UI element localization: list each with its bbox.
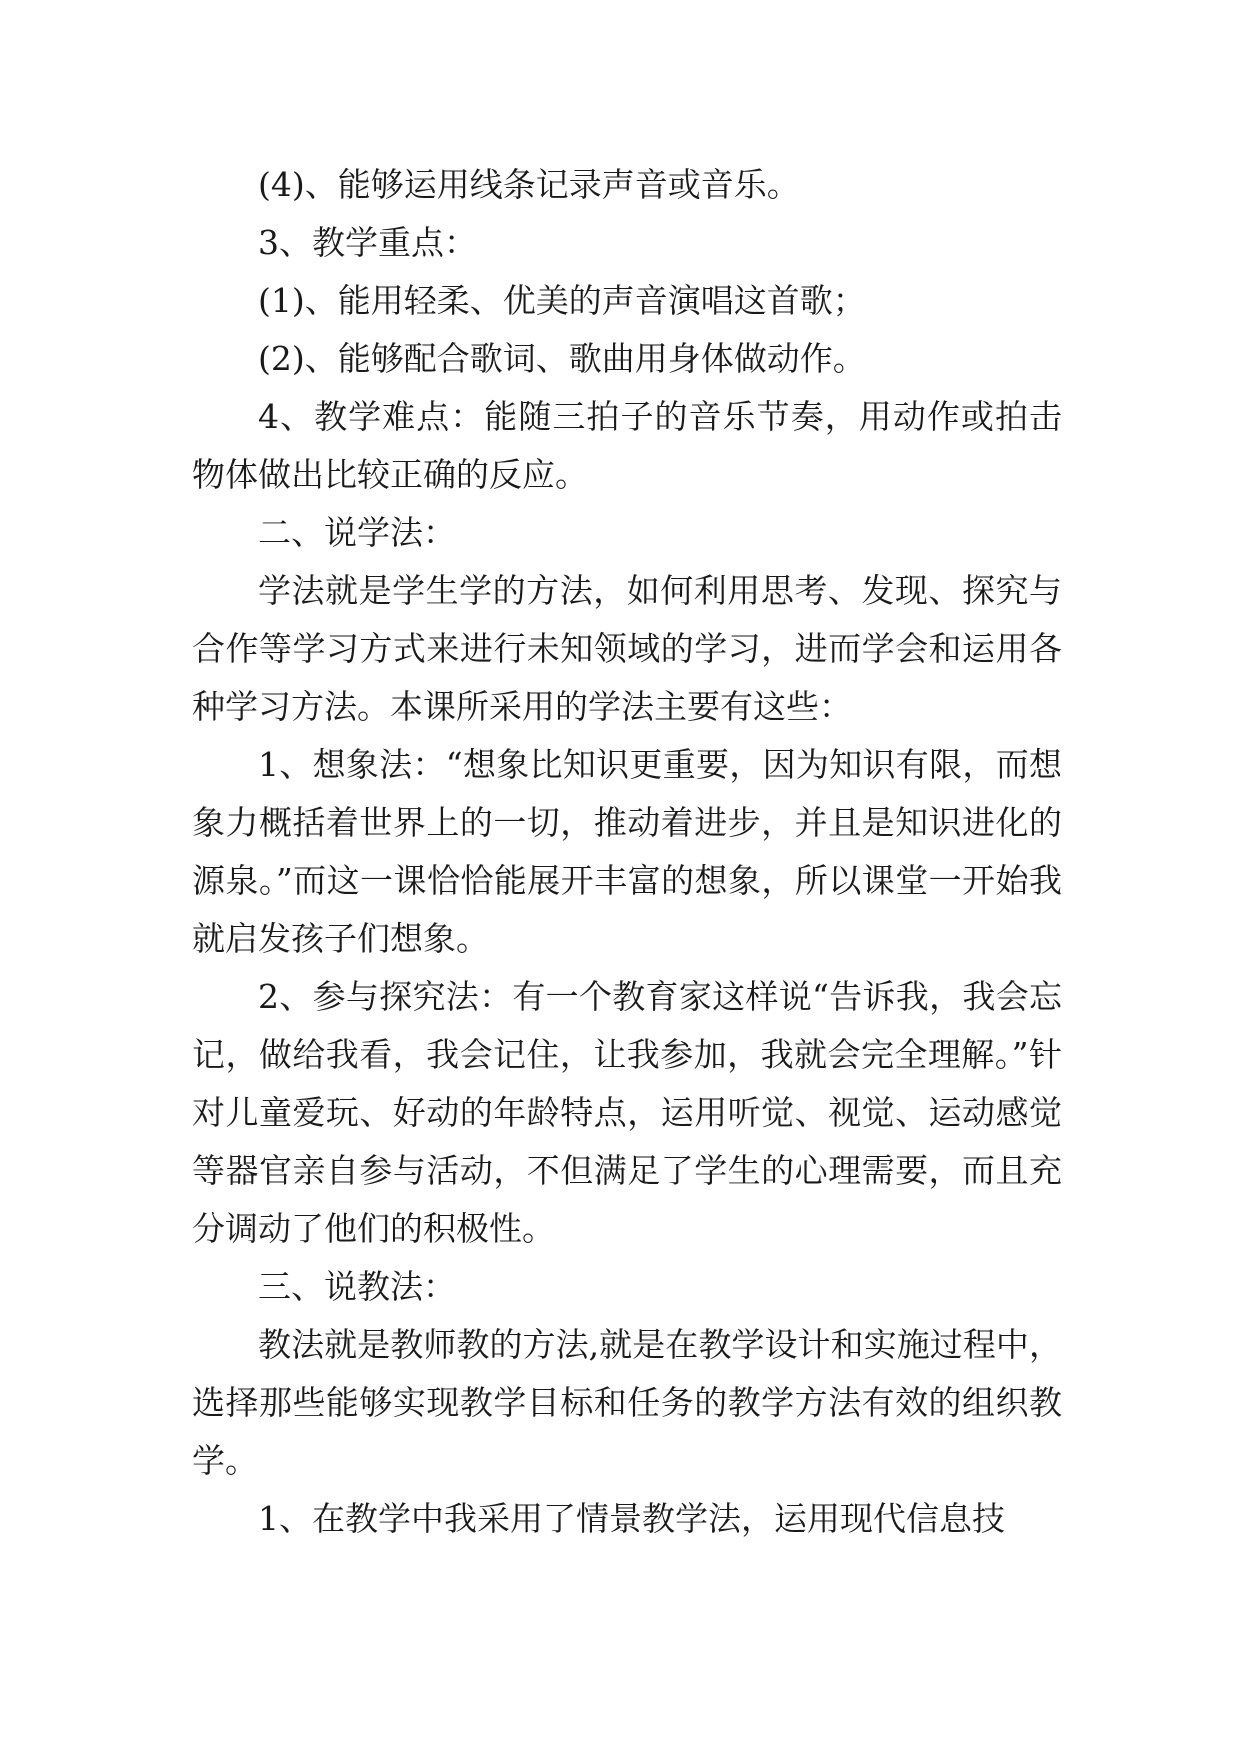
section-heading: 二、说学法： xyxy=(258,513,456,552)
paragraph: (1)、能用轻柔、优美的声音演唱这首歌； xyxy=(258,281,866,320)
paragraph: 2、参与探究法：有一个教育家这样说“告诉我，我会忘记，做给我看，我会记住，让我参加，我就会完全理解。”针对儿童爱玩、好动的年龄特点，运用听觉、视觉、运动感觉等器官亲自参与活动，不但满足了学生的心理需要，而且充分调动了他们的积极性。 xyxy=(192,977,1062,1248)
paragraph: 1、在教学中我采用了情景教学法，运用现代信息技 xyxy=(258,1499,1005,1538)
paragraph: 学法就是学生学的方法，如何利用思考、发现、探究与合作等学习方式来进行未知领域的学习，进而学会和运用各种学习方法。本课所采用的学法主要有这些： xyxy=(192,571,1062,726)
section-heading: 3、教学重点： xyxy=(258,223,477,262)
section-heading: 三、说教法： xyxy=(258,1267,456,1306)
paragraph: 4、教学难点：能随三拍子的音乐节奏，用动作或拍击物体做出比较正确的反应。 xyxy=(192,397,1062,494)
paragraph: 1、想象法：“想象比知识更重要，因为知识有限，而想象力概括着世界上的一切，推动着进步，并且是知识进化的源泉。”而这一课恰恰能展开丰富的想象，所以课堂一开始我就启发孩子们想象。 xyxy=(192,745,1062,958)
paragraph: (4)、能够运用线条记录声音或音乐。 xyxy=(258,165,800,204)
paragraph: (2)、能够配合歌词、歌曲用身体做动作。 xyxy=(258,339,866,378)
document-body xyxy=(192,156,1062,1548)
paragraph: 教法就是教师教的方法,就是在教学设计和实施过程中，选择那些能够实现教学目标和任务的教学方法有效的组织教学。 xyxy=(192,1325,1062,1480)
